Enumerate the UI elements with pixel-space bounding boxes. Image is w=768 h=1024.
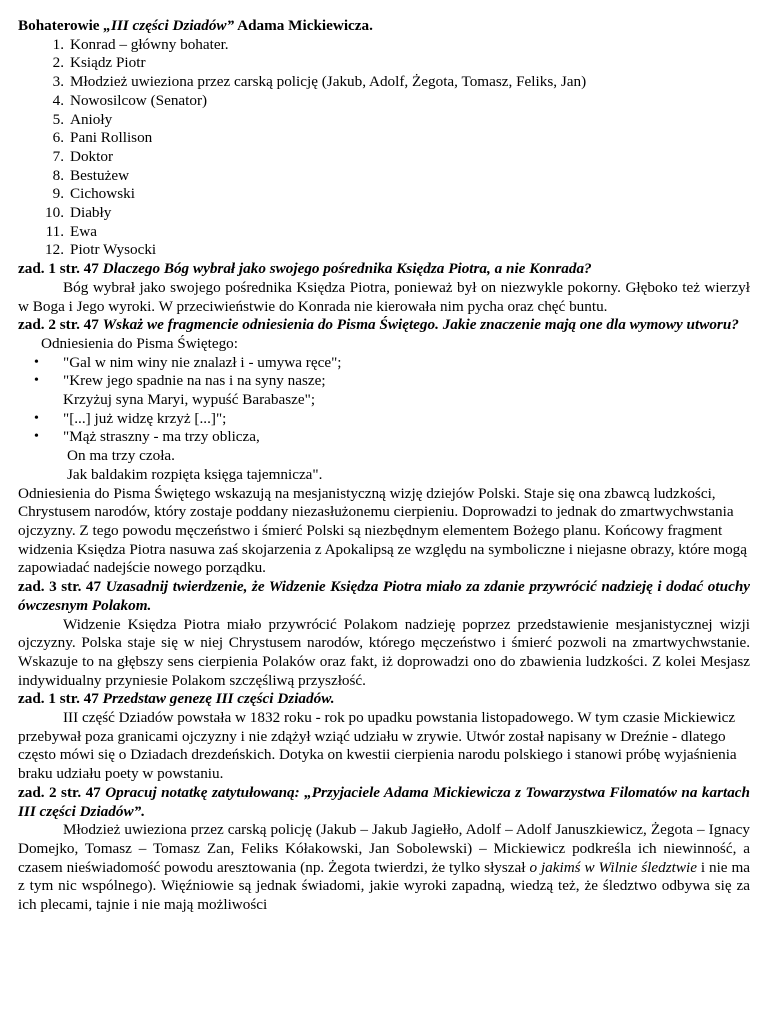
list-text: Ksiądz Piotr bbox=[70, 54, 146, 72]
references-heading: Odniesienia do Pisma Świętego: bbox=[41, 334, 238, 352]
list-text: Cichowski bbox=[70, 185, 135, 203]
answer-italic-quote: o jakimś w Wilnie śledztwie bbox=[529, 858, 697, 876]
list-text: Konrad – główny bohater. bbox=[70, 35, 229, 53]
task-label: zad. 2 str. 47 bbox=[18, 783, 101, 801]
list-number: 6. bbox=[52, 129, 64, 147]
list-number: 2. bbox=[52, 54, 64, 72]
task-5-answer bbox=[18, 821, 750, 915]
list-number: 12. bbox=[45, 241, 64, 259]
list-number: 4. bbox=[52, 91, 64, 109]
list-item bbox=[18, 428, 750, 484]
list-text: Doktor bbox=[70, 147, 114, 165]
list-text: Anioły bbox=[70, 110, 113, 128]
title-prefix: Bohaterowie bbox=[18, 17, 104, 34]
answer-text: i nie ma z tym nic wspólnego). Więźniowie są jednak świadomi, jakie wyroki zapadną, wiedzą też, że śledztwo odbywa się za ich plecami, tajnie i nie mają możliwości bbox=[18, 858, 751, 914]
list-text: Bestużew bbox=[70, 166, 130, 184]
list-text: Pani Rollison bbox=[70, 129, 153, 147]
task-3-answer: Widzenie Księdza Piotra miało przywrócić Polakom nadzieję poprzez przedstawienie mesjanistycznej wizji ojczyzny. Polska staje się w niej Chrystusem narodów, którego męczeństwo i śmierć pozwoli na zmartwychwstanie. Wskazuje to na głębszy sens cierpienia Polaków oraz fakt, iż doprowadzi ono do zbawienia ludzkości. Z kolei Mesjasz indywidualny przyniesie Polakom szczęśliwą przyszłość. bbox=[18, 615, 750, 689]
task-question: Dlaczego Bóg wybrał jako swojego pośrednika Księdza Piotra, a nie Konrada? bbox=[102, 260, 592, 278]
task-question: Uzasadnij twierdzenie, że Widzenie Księdza Piotra miało za zdanie przywrócić nadzieję i dodać otuchy ówczesnym Polakom. bbox=[18, 578, 751, 614]
list-item bbox=[18, 185, 750, 204]
list-number: 10. bbox=[45, 204, 64, 222]
list-item bbox=[18, 410, 750, 429]
references-list bbox=[18, 354, 750, 485]
list-item bbox=[18, 92, 750, 111]
task-label: zad. 2 str. 47 bbox=[18, 316, 99, 334]
quote-line: Jak baldakim rozpięta księga tajemnicza". bbox=[67, 465, 323, 483]
quote-line: "Krew jego spadnie na nas i na syny nasze; bbox=[63, 372, 326, 390]
list-item bbox=[18, 204, 750, 223]
task-question: Opracuj notatkę zatytułowaną: „Przyjaciele Adama Mickiewicza z Towarzystwa Filomatów na kartach III części Dziadów”. bbox=[18, 783, 750, 820]
list-text: Piotr Wysocki bbox=[70, 241, 157, 259]
task-4-answer: III część Dziadów powstała w 1832 roku - rok po upadku powstania listopadowego. W tym czasie Mickiewicz przebywał poza granicami ojczyzny i nie zdążył wziąć udziału w zrywie. Utwór został napisany w Dreźnie - dlatego często mówi się o Dziadach drezdeńskich. Dotyka on kwestii cierpienia narodu polskiego i stanowi próbę wyjaśnienia braku udziału poety w powstaniu. bbox=[18, 709, 737, 783]
list-item bbox=[18, 36, 750, 55]
quote-line: "[...] już widzę krzyż [...]"; bbox=[63, 409, 227, 427]
list-item bbox=[18, 129, 750, 148]
task-1-heading bbox=[18, 260, 750, 279]
task-2-heading bbox=[18, 316, 750, 335]
list-number: 1. bbox=[52, 35, 64, 53]
list-item bbox=[18, 73, 750, 92]
list-item bbox=[18, 54, 750, 73]
list-text: Nowosilcow (Senator) bbox=[70, 91, 208, 109]
quote-line: Krzyżuj syna Maryi, wypuść Barabasze"; bbox=[63, 391, 316, 409]
list-text: Diabły bbox=[70, 204, 112, 222]
task-3-heading bbox=[18, 578, 750, 615]
list-number: 11. bbox=[45, 222, 64, 240]
task-1-answer: Bóg wybrał jako swojego pośrednika Księdza Piotra, ponieważ był on niezwykle pokorny. Głęboko też wierzył w Boga i Jego wyroki. W przeciwieństwie do Konrada nie kierowała nim pycha oraz chęć buntu. bbox=[18, 278, 750, 315]
document-title bbox=[18, 17, 750, 36]
title-suffix: Adama Mickiewicza. bbox=[234, 17, 373, 34]
task-label: zad. 1 str. 47 bbox=[18, 260, 99, 278]
list-item bbox=[18, 372, 750, 409]
list-text: Młodzież uwieziona przez carską policję (Jakub, Adolf, Żegota, Tomasz, Feliks, Jan) bbox=[70, 73, 587, 91]
list-number: 9. bbox=[52, 185, 64, 203]
list-number: 7. bbox=[52, 147, 64, 165]
list-item bbox=[18, 223, 750, 242]
list-text: Ewa bbox=[70, 222, 97, 240]
quote-line: On ma trzy czoła. bbox=[67, 447, 175, 465]
task-question: Przedstaw genezę III części Dziadów. bbox=[102, 690, 335, 708]
quote-line: "Mąż straszny - ma trzy oblicza, bbox=[63, 428, 260, 446]
answer-text: Młodzież uwieziona przez carską policję (Jakub – Jakub Jagiełło, Adolf – Adolf Januszkiewicz, Żegota – Ignacy Domejko, Tomasz – Tomasz Zan, Feliks Kółakowski, Jan Sobolewski) – Mickiewicz podkreśla ich niewinność, a czasem nieświadomość powodu aresztowania (np. Żegota twierdzi, że tylko słyszał bbox=[18, 821, 750, 876]
characters-list bbox=[18, 36, 750, 260]
list-item bbox=[18, 354, 750, 373]
task-5-heading bbox=[18, 784, 750, 821]
list-number: 8. bbox=[52, 166, 64, 184]
list-number: 3. bbox=[52, 73, 64, 91]
task-question: Wskaż we fragmencie odniesienia do Pisma Świętego. Jakie znaczenie mają one dla wymowy utworu? bbox=[102, 316, 739, 334]
title-work: „III części Dziadów” bbox=[103, 17, 235, 34]
task-label: zad. 1 str. 47 bbox=[18, 690, 99, 708]
list-item bbox=[18, 148, 750, 167]
quote-line: "Gal w nim winy nie znalazł i - umywa ręce"; bbox=[63, 353, 342, 371]
list-item bbox=[18, 241, 750, 260]
list-item bbox=[18, 167, 750, 186]
task-label: zad. 3 str. 47 bbox=[18, 578, 102, 596]
task-2-answer: Odniesienia do Pisma Świętego wskazują na mesjanistyczną wizję dziejów Polski. Staje się ona zbawcą ludzkości, Chrystusem narodów, który zostaje poddany niezasłużonemu cierpieniu. Doprowadzi to jednak do zmartwychwstania ojczyzny. Z tego powodu męczeństwo i śmierć Polski są niezbędnym elementem Bożego planu. Końcowy fragment widzenia Księdza Piotra nasuwa zaś skojarzenia z Apokalipsą ze względu na symboliczne i niejasne obrazy, które mogą zapowiadać nadejście nowego porządku. bbox=[18, 484, 748, 577]
task-4-heading bbox=[18, 690, 750, 709]
list-item bbox=[18, 111, 750, 130]
list-number: 5. bbox=[52, 110, 64, 128]
